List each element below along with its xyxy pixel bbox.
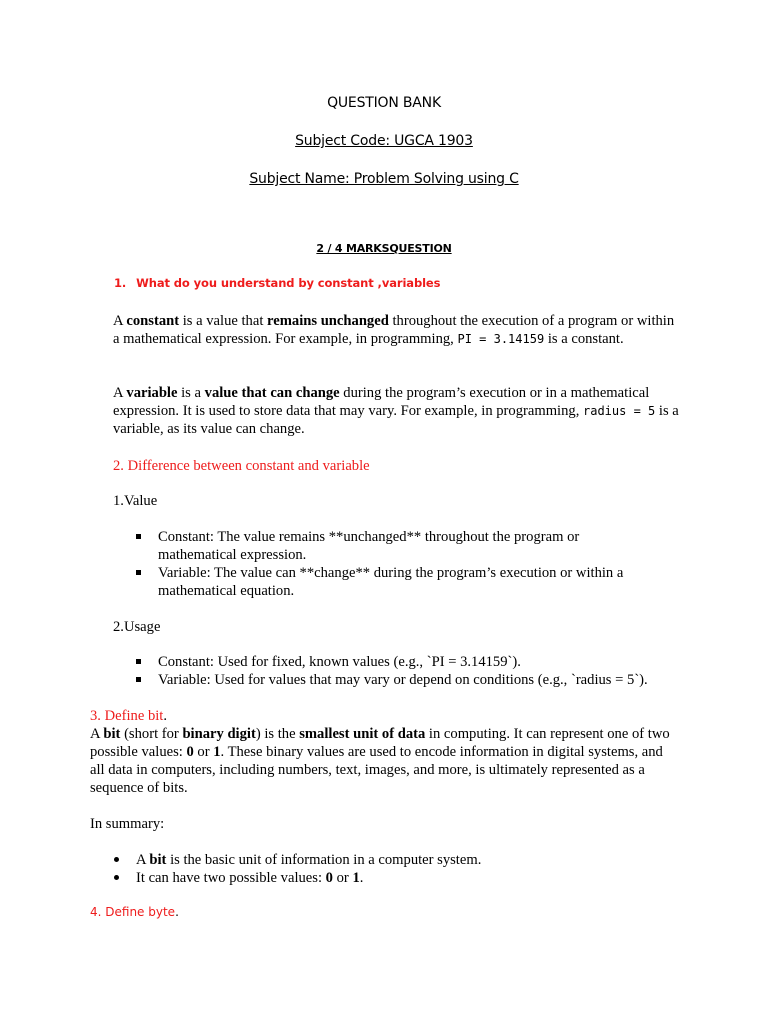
term-binary-digit: binary digit (182, 726, 256, 742)
text-run: is a value that (179, 313, 268, 329)
list-item: Constant: The value remains **unchanged** throughout the program or mathematical expression. (136, 528, 656, 564)
list-item: Variable: Used for values that may vary or depend on conditions (e.g., `radius = 5`). (136, 671, 696, 689)
code-pi: PI = 3.14159 (457, 332, 545, 346)
subject-name: Subject Name: Problem Solving using C (249, 171, 519, 187)
value-list (136, 528, 656, 600)
summary-list (114, 851, 674, 887)
variable-paragraph (113, 384, 683, 438)
question-1-heading (114, 276, 440, 290)
document-title: QUESTION BANK (327, 95, 441, 111)
text-run: . (359, 870, 364, 886)
question-3-heading (90, 707, 167, 725)
text-run: in computing. It can represent one of two possible values: (90, 726, 670, 760)
term-bit: bit (149, 852, 167, 868)
question-1-number: 1. (114, 276, 127, 290)
value-subheading: 1.Value (113, 493, 158, 509)
constant-paragraph (113, 312, 683, 348)
usage-subheading: 2.Usage (113, 619, 161, 635)
text-run: or (193, 744, 214, 760)
text-run: It can have two possible values: (136, 870, 326, 886)
list-item: Constant: Used for fixed, known values (e.g., `PI = 3.14159`). (136, 653, 696, 671)
term-smallest-unit: smallest unit of data (299, 726, 426, 742)
text-run: throughout the execution of a program or within a mathematical expression. For example, in programming, (113, 313, 675, 347)
text-run: ) is the (255, 726, 300, 742)
term-constant: constant (126, 313, 180, 329)
text-run: (short for (120, 726, 183, 742)
text-run: . (163, 708, 168, 724)
text-run: A (113, 385, 127, 401)
text-run: . These binary values are used to encode information in digital systems, and all data in computers, including numbers, text, images, and more, is ultimately represented as a sequence of bits. (90, 744, 663, 796)
question-4-text: 4. Define byte (90, 905, 176, 919)
code-radius: radius = 5 (583, 404, 656, 418)
text-run: during the program’s execution or in a mathematical expression. It is used to store data that may vary. For example, in programming, (113, 385, 650, 419)
text-run: is a (177, 385, 205, 401)
text-run: A (90, 726, 104, 742)
usage-list (136, 653, 696, 689)
term-bit: bit (103, 726, 121, 742)
list-item (114, 869, 674, 887)
question-1-text: What do you understand by constant ,variables (136, 276, 441, 290)
question-4-heading (90, 905, 179, 919)
text-run: or (332, 870, 353, 886)
text-run: . (175, 905, 179, 919)
term-one: 1 (352, 870, 360, 886)
text-run: A (113, 313, 127, 329)
text-run: is a variable, as its value can change. (113, 403, 679, 437)
term-zero: 0 (186, 744, 194, 760)
list-item: Variable: The value can **change** during the program’s execution or within a mathematical equation. (136, 564, 656, 600)
bit-paragraph (90, 725, 680, 797)
term-variable: variable (126, 385, 178, 401)
term-remains-unchanged: remains unchanged (267, 313, 389, 329)
term-zero: 0 (325, 870, 333, 886)
term-one: 1 (213, 744, 221, 760)
marks-heading: 2 / 4 MARKSQUESTION (316, 242, 452, 255)
text-run: is the basic unit of information in a computer system. (166, 852, 482, 868)
text-run: is a constant. (544, 331, 624, 347)
text-run: A (136, 852, 150, 868)
term-value-can-change: value that can change (204, 385, 340, 401)
question-3-text: 3. Define bit (90, 708, 164, 724)
question-2-heading: 2. Difference between constant and variable (113, 458, 370, 474)
subject-code: Subject Code: UGCA 1903 (295, 133, 473, 149)
summary-label: In summary: (90, 816, 165, 832)
list-item (114, 851, 674, 869)
